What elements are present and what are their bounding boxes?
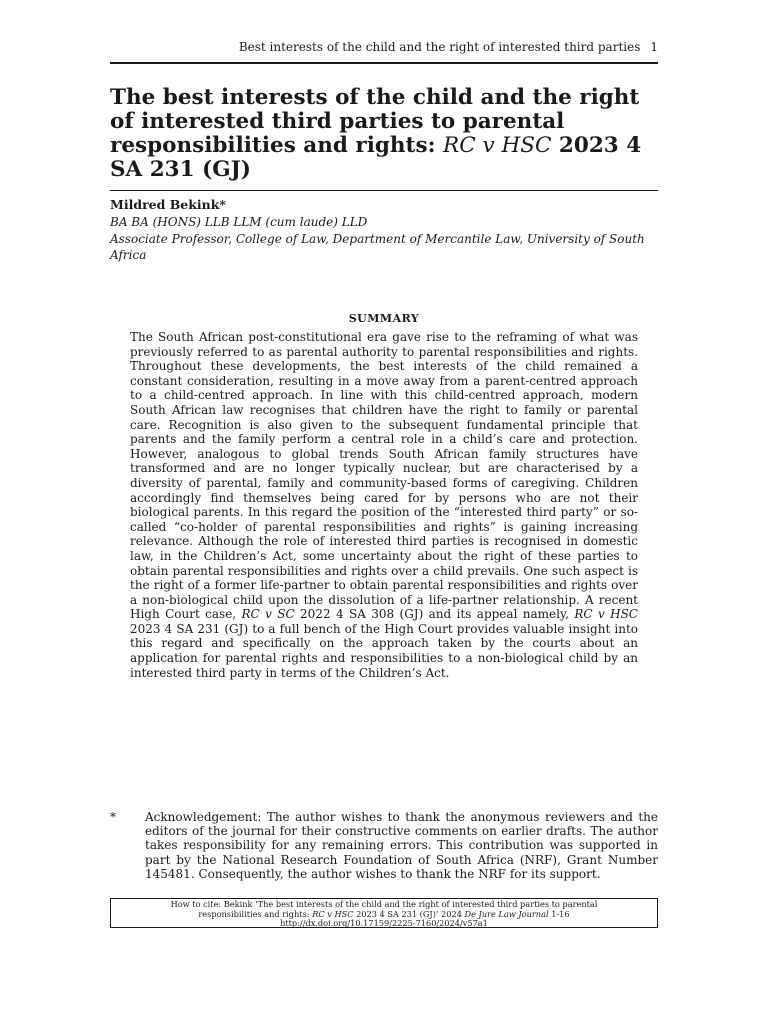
summary-text-1: The South African post-constitutional era gave rise to the reframing of what was previously referred to as parental authority to parental responsibilities and rights. Throughout these developments, the best interests of the child remained a constant consideration, resulting in a move away from a parent-centred approach to a child-centred approach. In line with this child-centred approach, modern South African law recognises that children have the right to family or parental care. Recognition is also given to the subsequent fundamental principle that parents and the family perform a central role in a child’s care and protection. However, analogous to global trends South African family structures have transformed and are no longer typically nuclear, but are characterised by a diversity of parental, family and community-based forms of caregiving. Children accordingly find themselves being cared for by persons who are not their biological parents. In this regard the position of the “interested third party” or so-called “co-holder of parental responsibilities and rights” is gaining increasing relevance. Although the role of interested third parties is recognised in domestic law, in the Children’s Act, some uncertainty about the right of these parties to obtain parental responsibilities and rights over a child prevails. One such aspect is the right of a former life-partner to obtain parental responsibilities and rights over a non-biological child upon the dissolution of a life-partner relationship. A recent High Court case,: [130, 330, 638, 622]
author-position: Associate Professor, College of Law, Department of Mercantile Law, University of South Africa: [110, 231, 645, 262]
summary-paragraph: [130, 330, 638, 680]
author-affiliation: [110, 214, 658, 264]
title-rule: [110, 190, 658, 191]
summary-text-3: 2023 4 SA 231 (GJ) to a full bench of the High Court provides valuable insight into this regard and specifically on the approach taken by the courts about an application for parental rights and responsibilities to a non-biological child by an interested third party in terms of the Children’s Act.: [130, 621, 638, 680]
citation-box: [110, 898, 658, 928]
citation-text-a: responsibilities and rights:: [198, 908, 310, 919]
citation-line-1: How to cite: Bekink ‘The best interests of the child and the right of interested third parties to parental: [170, 899, 598, 909]
page-number: 1: [650, 40, 658, 54]
citation-doi-link[interactable]: http://dx.doi.org/10.17159/2225-7160/2024/v57a1: [280, 918, 488, 929]
author-degrees: BA BA (HONS) LLB LLM (cum laude) LLD: [110, 215, 368, 229]
title-case-name: RC v HSC: [443, 133, 552, 158]
citation-text-b: 2023 4 SA 231 (GJ)’ 2024: [356, 908, 462, 919]
footnote: [110, 810, 658, 881]
footnote-text: Acknowledgement: The author wishes to thank the anonymous reviewers and the editors of the journal for their constructive comments on earlier drafts. The author takes responsibility for any remaining errors. This contribution was supported in part by the National Research Foundation of South Africa (NRF), Grant Number 145481. Consequently, the author wishes to thank the NRF for its support.: [145, 810, 658, 881]
title-main: The best interests of the child and the right of interested third parties to parental responsibilities and rights:: [110, 85, 640, 158]
summary-case-2: RC v HSC: [574, 607, 638, 622]
summary-case-1: RC v SC: [241, 607, 295, 622]
running-head: [110, 40, 658, 54]
running-head-title: Best interests of the child and the right of interested third parties: [238, 40, 641, 54]
summary-heading: SUMMARY: [348, 312, 420, 325]
citation-pages: 1-16: [551, 908, 570, 919]
summary-text-2: 2022 4 SA 308 (GJ) and its appeal namely,: [300, 607, 569, 622]
citation-case: RC v HSC: [312, 908, 354, 919]
author-name: Mildred Bekink*: [110, 197, 226, 212]
citation-journal: De Jure Law Journal: [464, 908, 549, 919]
title-citation: 2023 4 SA 231 (GJ): [110, 133, 642, 182]
footnote-marker: *: [110, 810, 116, 824]
article-title: [110, 86, 666, 182]
header-rule: [110, 62, 658, 64]
